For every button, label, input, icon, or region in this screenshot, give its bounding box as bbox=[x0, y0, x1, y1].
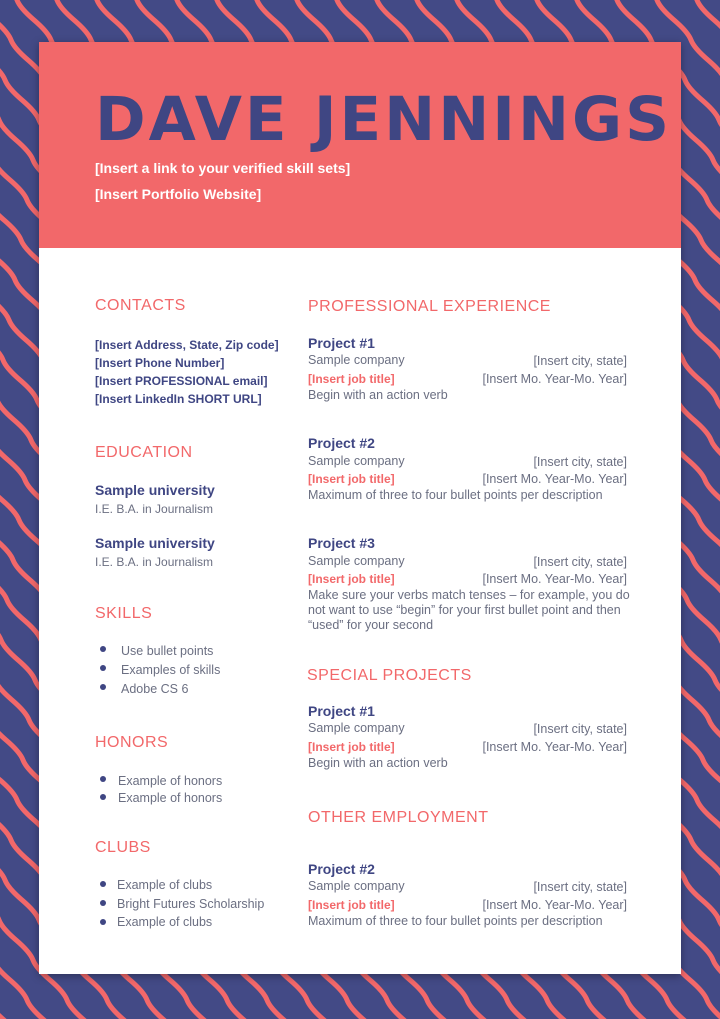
job-location: [Insert city, state] bbox=[533, 455, 627, 469]
other-employment-heading: OTHER EMPLOYMENT bbox=[308, 809, 489, 826]
honor-item: Example of honors bbox=[118, 774, 223, 788]
skill-item: Adobe CS 6 bbox=[121, 682, 189, 696]
honor-item: Example of honors bbox=[118, 791, 223, 805]
experience-heading: PROFESSIONAL EXPERIENCE bbox=[308, 298, 551, 315]
bullet-icon bbox=[100, 684, 106, 690]
skills-link[interactable]: [Insert a link to your verified skill sets] bbox=[95, 160, 351, 176]
portfolio-link[interactable]: [Insert Portfolio Website] bbox=[95, 186, 262, 202]
job-dates: [Insert Mo. Year-Mo. Year] bbox=[482, 472, 627, 486]
company-name: Sample company bbox=[308, 353, 405, 367]
contacts-heading: CONTACTS bbox=[95, 297, 186, 314]
bullet-icon bbox=[100, 919, 106, 925]
bullet-icon bbox=[100, 881, 106, 887]
club-item: Bright Futures Scholarship bbox=[117, 897, 265, 911]
job-title: [Insert job title] bbox=[308, 372, 395, 386]
candidate-name: DAVE JENNINGS bbox=[95, 84, 673, 155]
job-description: Maximum of three to four bullet points per description bbox=[308, 914, 603, 928]
job-dates: [Insert Mo. Year-Mo. Year] bbox=[482, 572, 627, 586]
resume-page bbox=[39, 42, 681, 974]
job-description: Make sure your verbs match tenses – for example, you do not want to use “begin” for your first bullet point and then “used” for your second bbox=[308, 588, 630, 632]
club-item: Example of clubs bbox=[117, 915, 213, 929]
job-dates: [Insert Mo. Year-Mo. Year] bbox=[482, 740, 627, 754]
skills-heading: SKILLS bbox=[95, 605, 153, 622]
bullet-icon bbox=[100, 794, 106, 800]
contact-address: [Insert Address, State, Zip code] bbox=[95, 338, 279, 352]
job-dates: [Insert Mo. Year-Mo. Year] bbox=[482, 372, 627, 386]
job-description: Begin with an action verb bbox=[308, 388, 448, 402]
job-dates: [Insert Mo. Year-Mo. Year] bbox=[482, 898, 627, 912]
job-description: Maximum of three to four bullet points per description bbox=[308, 488, 603, 502]
education-heading: EDUCATION bbox=[95, 444, 193, 461]
honors-heading: HONORS bbox=[95, 734, 169, 751]
project-title: Project #1 bbox=[308, 335, 375, 351]
contact-phone: [Insert Phone Number] bbox=[95, 356, 225, 370]
job-title: [Insert job title] bbox=[308, 740, 395, 754]
company-name: Sample company bbox=[308, 554, 405, 568]
job-title: [Insert job title] bbox=[308, 898, 395, 912]
project-title: Project #2 bbox=[308, 861, 375, 877]
job-location: [Insert city, state] bbox=[533, 880, 627, 894]
skill-item: Use bullet points bbox=[121, 644, 214, 658]
company-name: Sample company bbox=[308, 454, 405, 468]
club-item: Example of clubs bbox=[117, 878, 213, 892]
education-degree: I.E. B.A. in Journalism bbox=[95, 502, 214, 516]
bullet-icon bbox=[100, 900, 106, 906]
clubs-heading: CLUBS bbox=[95, 839, 151, 856]
project-title: Project #1 bbox=[308, 703, 375, 719]
job-description: Begin with an action verb bbox=[308, 756, 448, 770]
bullet-icon bbox=[100, 646, 106, 652]
job-location: [Insert city, state] bbox=[533, 555, 627, 569]
job-location: [Insert city, state] bbox=[533, 354, 627, 368]
job-location: [Insert city, state] bbox=[533, 722, 627, 736]
job-title: [Insert job title] bbox=[308, 572, 395, 586]
company-name: Sample company bbox=[308, 721, 405, 735]
resume-header bbox=[39, 42, 681, 248]
project-title: Project #3 bbox=[308, 535, 375, 551]
bullet-icon bbox=[100, 776, 106, 782]
bullet-icon bbox=[100, 665, 106, 671]
skill-item: Examples of skills bbox=[121, 663, 221, 677]
project-title: Project #2 bbox=[308, 435, 375, 451]
education-school: Sample university bbox=[95, 535, 215, 551]
education-degree: I.E. B.A. in Journalism bbox=[95, 555, 214, 569]
special-projects-heading: SPECIAL PROJECTS bbox=[307, 667, 472, 684]
contact-linkedin: [Insert LinkedIn SHORT URL] bbox=[95, 392, 262, 406]
contact-email: [Insert PROFESSIONAL email] bbox=[95, 374, 268, 388]
job-title: [Insert job title] bbox=[308, 472, 395, 486]
company-name: Sample company bbox=[308, 879, 405, 893]
education-school: Sample university bbox=[95, 482, 215, 498]
